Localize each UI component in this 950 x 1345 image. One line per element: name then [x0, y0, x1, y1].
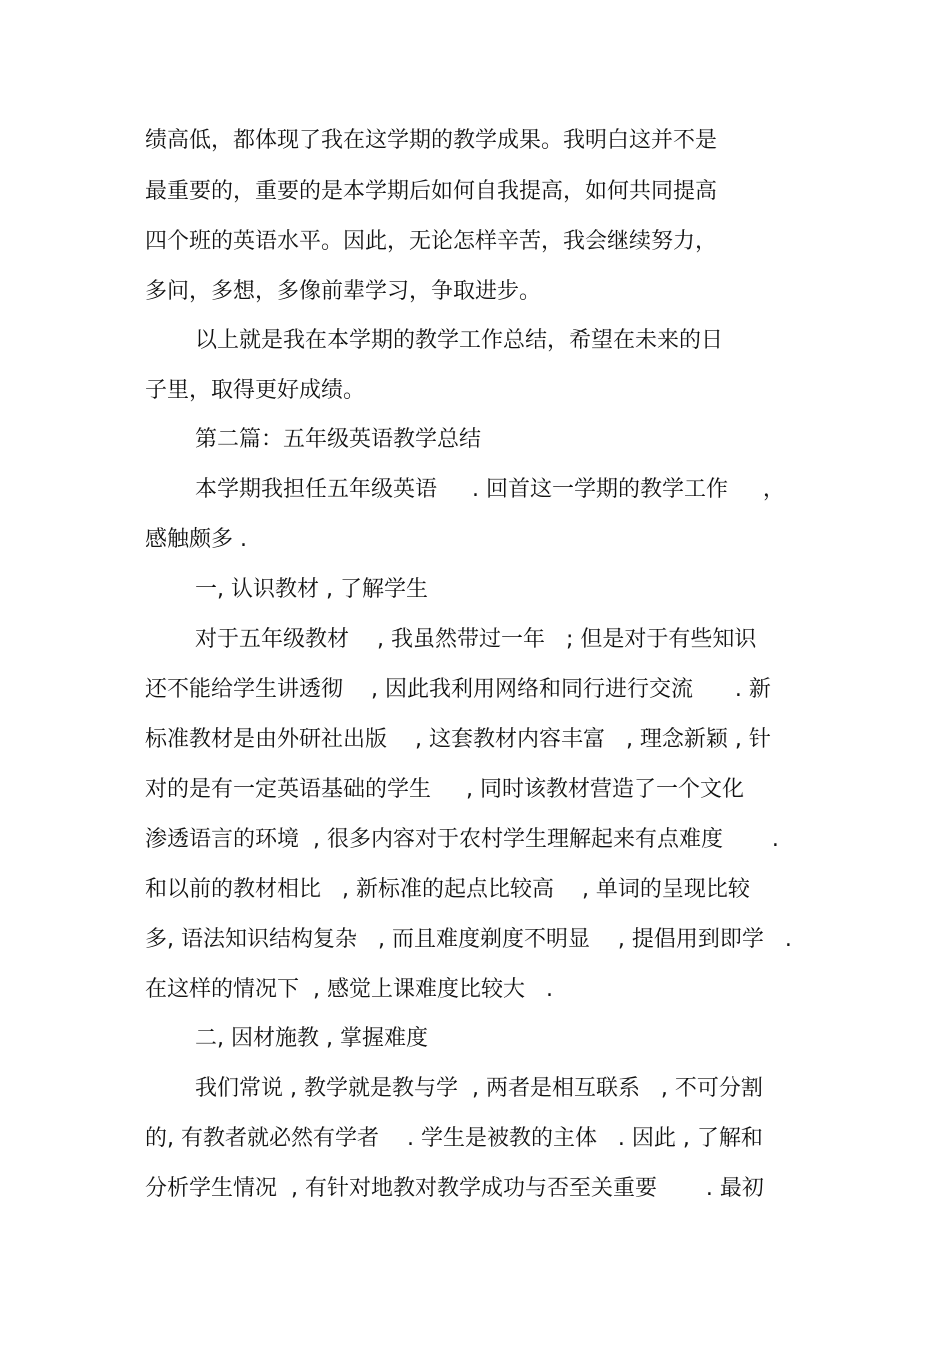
text-line: 本学期我担任五年级英语 . 回首这一学期的教学工作 ， [195, 477, 785, 502]
text-line: 多, 语法知识结构复杂 , 而且难度剃度不明显 , 提倡用到即学 . [145, 927, 792, 952]
text-line: 我们常说 , 教学就是教与学 , 两者是相互联系 , 不可分割 [195, 1076, 763, 1101]
text-line: 和以前的教材相比 , 新标准的起点比较高 , 单词的呈现比较 [145, 877, 750, 902]
text-line: 最重要的，重要的是本学期后如何自我提高，如何共同提高 [145, 179, 718, 204]
text-line: 标准教材是由外研社出版 , 这套教材内容丰富 , 理念新颖 , 针 [145, 727, 771, 752]
section-heading: 二, 因材施教 , 掌握难度 [195, 1026, 428, 1051]
text-line: 对的是有一定英语基础的学生 , 同时该教材营造了一个文化 [145, 777, 744, 802]
text-line: 多问，多想，多像前辈学习，争取进步。 [145, 279, 542, 304]
text-line: 在这样的情况下 , 感觉上课难度比较大 . [145, 977, 553, 1002]
section-heading: 一, 认识教材 , 了解学生 [195, 577, 428, 602]
text-line: 以上就是我在本学期的教学工作总结，希望在未来的日 [195, 328, 724, 353]
text-line: 还不能给学生讲透彻 , 因此我利用网络和同行进行交流 . 新 [145, 677, 771, 702]
text-line: 感触颇多 . [145, 527, 247, 552]
text-line: 四个班的英语水平。因此，无论怎样辛苦，我会继续努力， [145, 229, 718, 254]
section-heading: 第二篇：五年级英语教学总结 [195, 427, 482, 452]
text-line: 渗透语言的环境 , 很多内容对于农村学生理解起来有点难度 . [145, 827, 779, 852]
text-line: 子里，取得更好成绩。 [145, 378, 366, 403]
text-line: 对于五年级教材 , 我虽然带过一年 ; 但是对于有些知识 [195, 627, 757, 652]
text-line: 分析学生情况 , 有针对地教对教学成功与否至关重要 . 最初 [145, 1176, 764, 1201]
text-line: 的, 有教者就必然有学者 . 学生是被教的主体 . 因此 , 了解和 [145, 1126, 763, 1151]
text-line: 绩高低，都体现了我在这学期的教学成果。我明白这并不是 [145, 128, 718, 153]
